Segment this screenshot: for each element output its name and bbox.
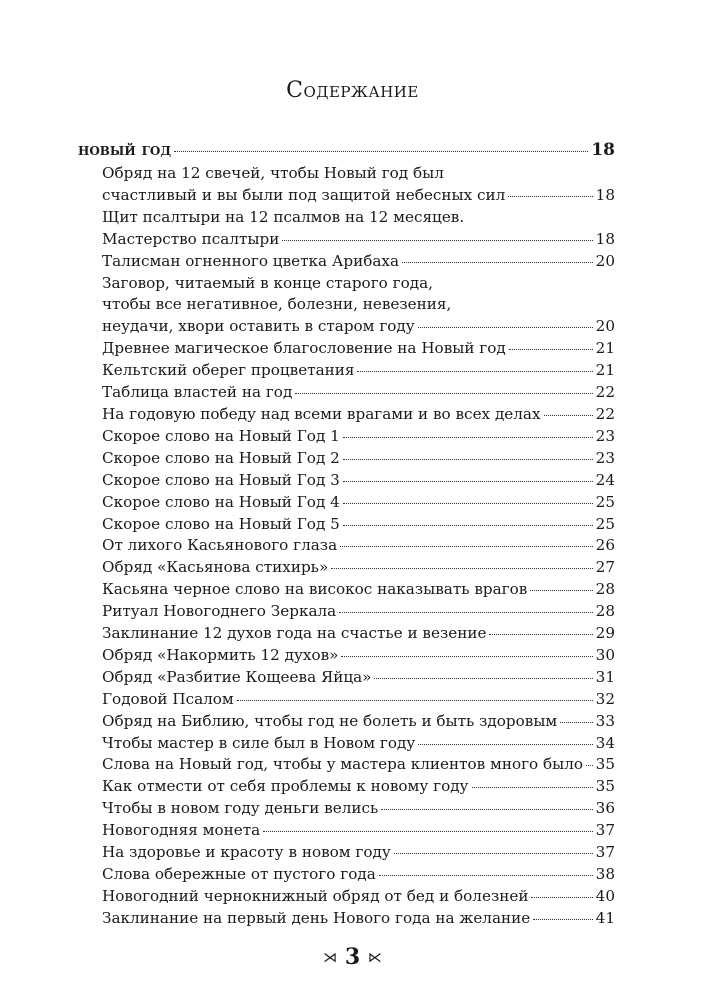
toc-entry[interactable] [78,623,615,645]
toc-entry-title: Чтобы в новом году деньги велись [102,799,379,818]
dot-leader [374,677,592,679]
page-number-footer [0,944,705,970]
section-label: новый год [78,140,172,160]
page-ref: 35 [595,777,615,796]
toc-entry-title: Скорое слово на Новый Год 5 [102,514,340,533]
toc-entry[interactable] [78,448,615,470]
dot-leader [295,392,592,394]
dot-leader [418,743,592,745]
toc-entry[interactable] [78,535,615,557]
toc-entry[interactable] [78,251,615,273]
toc-entry-title: Заклинание на первый день Нового года на желание [102,908,531,927]
toc-section-heading[interactable] [78,138,615,163]
ornament-left-icon: ⋊ [323,950,338,966]
toc-entry-title: Чтобы мастер в силе был в Новом году [102,733,416,752]
dot-leader [586,764,593,766]
toc-entry-line[interactable]: Обряд на 12 свечей, чтобы Новый год был [102,164,444,182]
page-ref: 37 [595,821,615,840]
toc-entry[interactable] [78,733,615,755]
page-ref: 31 [595,667,615,686]
dot-leader [489,633,592,635]
toc-entry[interactable] [78,338,615,360]
toc-entry[interactable] [78,557,615,579]
page-ref: 22 [595,404,615,423]
page-ref: 35 [595,755,615,774]
toc-entry-title: Как отмести от себя проблемы к новому году [102,777,469,796]
dot-leader [531,896,592,898]
toc-entry-title: неудачи, хвори оставить в старом году [102,317,415,336]
page-ref: 40 [595,886,615,905]
toc-entry-title: Новогодний чернокнижный обряд от бед и болезней [102,886,529,905]
toc-entry-title: От лихого Касьянового глаза [102,536,338,555]
toc-entry[interactable] [78,492,615,514]
dot-leader [544,414,593,416]
page-ref: 18 [595,229,615,248]
toc-entry[interactable] [78,229,615,251]
toc-entry-title: Скорое слово на Новый Год 1 [102,426,340,445]
dot-leader [343,502,593,504]
page-ref: 21 [595,339,615,358]
page-ref: 32 [595,689,615,708]
page-ref: 23 [595,448,615,467]
dot-leader [379,874,593,876]
toc-entry-title: Новогодняя монета [102,821,261,840]
dot-leader [402,261,593,263]
toc-entry-title: На здоровье и красоту в новом году [102,843,391,862]
dot-leader [472,786,593,788]
toc-entry-title: Таблица властей на год [102,383,293,402]
toc-entry-title: На годовую победу над всеми врагами и во всех делах [102,404,541,423]
toc-entry[interactable] [78,689,615,711]
toc-entry[interactable] [78,579,615,601]
toc-entry[interactable] [78,382,615,404]
toc-entry[interactable] [78,645,615,667]
toc-entry[interactable] [78,207,615,229]
toc-entry[interactable] [78,754,615,776]
page-ref: 29 [595,624,615,643]
page-ref: 18 [595,185,615,204]
page-ref: 20 [595,317,615,336]
table-of-contents [78,138,615,930]
dot-leader [560,721,592,723]
toc-entry-title: Мастерство псалтыри [102,229,280,248]
toc-entry-title: Обряд на Библию, чтобы год не болеть и быть здоровым [102,711,558,730]
page-ref: 21 [595,361,615,380]
toc-entry[interactable] [78,776,615,798]
toc-entry-title: Скорое слово на Новый Год 3 [102,470,340,489]
page-ref: 28 [595,580,615,599]
page-ref: 23 [595,426,615,445]
toc-entry-title: Заклинание 12 духов года на счастье и везение [102,624,487,643]
toc-entry[interactable] [78,820,615,842]
dot-leader [509,348,593,350]
toc-entry-title: Слова обережные от пустого года [102,865,376,883]
page-ref: 41 [595,908,615,927]
toc-entry-title: Щит псалтыри на 12 псалмов на 12 месяцев. [102,207,465,226]
toc-entry[interactable] [78,185,615,207]
toc-entry-title: Скорое слово на Новый Год 2 [102,448,340,467]
toc-entry-title: Древнее магическое благословение на Новый год [102,339,506,358]
dot-leader [174,150,588,152]
dot-leader [418,326,593,328]
page-ref: 25 [595,492,615,511]
toc-entry-title: счастливый и вы были под защитой небесных сил [102,185,506,204]
toc-entry[interactable] [78,426,615,448]
dot-leader [331,567,592,569]
dot-leader [340,545,593,547]
dot-leader [357,370,592,372]
dot-leader [282,239,592,241]
toc-entry-title: Касьяна черное слово на високос наказывать врагов [102,580,528,599]
dot-leader [394,852,593,854]
toc-entry-title: Скорое слово на Новый Год 4 [102,492,340,511]
dot-leader [508,195,592,197]
page-ref: 22 [595,383,615,402]
dot-leader [533,918,592,920]
dot-leader [343,524,593,526]
dot-leader [530,589,592,591]
page-ref: 25 [595,514,615,533]
toc-entry[interactable] [78,667,615,689]
dot-leader [343,480,593,482]
page-ref: 20 [595,251,615,270]
toc-entry-title: Обряд «Накормить 12 духов» [102,645,339,664]
page-ref: 24 [595,470,615,489]
page-ref: 18 [591,140,615,160]
toc-entry[interactable] [78,842,615,864]
page-number: 3 [344,944,361,970]
toc-entry-line[interactable]: Заговор, читаемый в конце старого года, [102,273,433,292]
toc-entry[interactable] [78,514,615,536]
dot-leader [343,458,593,460]
toc-entry[interactable] [78,601,615,623]
dot-leader [263,830,593,832]
toc-entries [78,163,615,930]
dot-leader [339,611,592,613]
page-ref: 33 [595,711,615,730]
dot-leader [237,699,593,701]
toc-entry[interactable] [78,886,615,908]
toc-entry-title: Слова на Новый год, чтобы у мастера клиентов много было [102,755,584,774]
toc-entry-title: Обряд «Касьянова стихирь» [102,558,329,577]
toc-entry-title: Кельтский оберег процветания [102,361,355,380]
page-ref: 30 [595,645,615,664]
toc-entry[interactable] [78,798,615,820]
dot-leader [341,655,592,657]
toc-entry[interactable] [78,404,615,426]
toc-entry-title: Талисман огненного цветка Арибаха [102,251,400,270]
toc-entry[interactable] [78,316,615,338]
dot-leader [381,808,592,810]
toc-entry-line[interactable]: чтобы все негативное, болезни, невезения, [102,295,452,314]
toc-entry-title: Ритуал Новогоднего Зеркала [102,602,337,621]
page-ref: 37 [595,843,615,862]
toc-entry[interactable] [78,470,615,492]
ornament-right-icon: ⋉ [367,950,382,966]
dot-leader [343,436,593,438]
page-ref: 27 [595,558,615,577]
toc-entry[interactable] [78,711,615,733]
page-ref: 28 [595,602,615,621]
page-ref: 34 [595,733,615,752]
page-title: Содержание [286,78,419,103]
page-ref: 36 [595,799,615,818]
toc-entry[interactable] [78,360,615,382]
toc-entry-title: Годовой Псалом [102,689,234,708]
toc-entry-title: Обряд «Разбитие Кощеева Яйца» [102,667,372,686]
toc-entry[interactable] [78,908,615,930]
page-ref: 38 [595,865,615,883]
toc-entry[interactable] [78,864,615,886]
page-ref: 26 [595,536,615,555]
